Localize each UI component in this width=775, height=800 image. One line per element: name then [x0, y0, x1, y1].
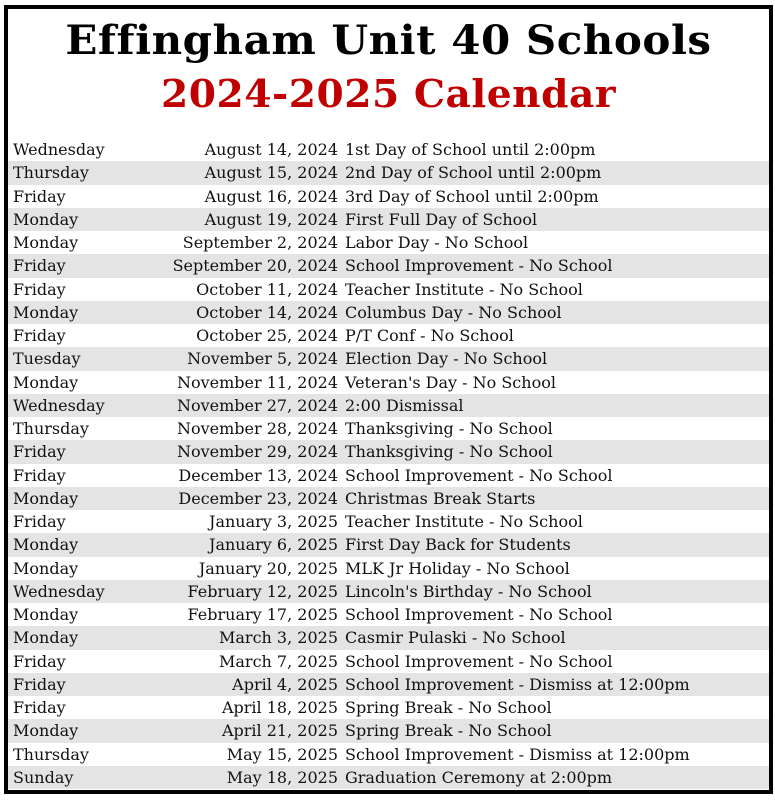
day-cell: Wednesday [13, 395, 105, 415]
day-cell: Thursday [13, 163, 89, 183]
date-cell: November 11, 2024 [176, 372, 338, 392]
date-cell: September 20, 2024 [172, 256, 338, 276]
table-row [8, 208, 769, 231]
day-cell: Thursday [13, 744, 89, 764]
event-cell: Columbus Day - No School [345, 302, 562, 322]
event-cell: First Full Day of School [345, 209, 538, 229]
event-cell: School Improvement - Dismiss at 12:00pm [345, 674, 690, 694]
date-cell: January 3, 2025 [209, 512, 338, 531]
event-cell: P/T Conf - No School [345, 326, 514, 345]
events-table [8, 138, 769, 789]
day-cell: Friday [13, 279, 66, 299]
table-row [8, 138, 769, 161]
event-cell: School Improvement - No School [345, 605, 613, 624]
date-cell: May 18, 2025 [226, 767, 338, 787]
event-cell: Labor Day - No School [345, 233, 529, 252]
date-cell: November 29, 2024 [176, 442, 338, 462]
event-cell: Teacher Institute - No School [345, 512, 583, 531]
event-cell: Spring Break - No School [345, 721, 552, 741]
date-cell: April 4, 2025 [232, 674, 338, 694]
date-cell: December 23, 2024 [178, 488, 338, 508]
event-cell: First Day Back for Students [345, 535, 571, 555]
event-cell: 1st Day of School until 2:00pm [345, 140, 596, 159]
day-cell: Thursday [13, 419, 89, 438]
event-cell: Spring Break - No School [345, 698, 552, 717]
date-cell: October 14, 2024 [196, 302, 338, 322]
table-row [8, 766, 769, 789]
event-cell: School Improvement - No School [345, 465, 613, 485]
day-cell: Tuesday [13, 349, 81, 369]
day-cell: Monday [13, 558, 79, 578]
table-row [8, 301, 769, 324]
date-cell: October 25, 2024 [196, 326, 338, 345]
day-cell: Monday [13, 488, 79, 508]
table-row [8, 743, 769, 766]
day-cell: Friday [13, 256, 66, 276]
event-cell: Teacher Institute - No School [345, 279, 583, 299]
table-row [8, 371, 769, 394]
date-cell: February 12, 2025 [187, 581, 338, 601]
table-row [8, 557, 769, 580]
day-cell: Monday [13, 721, 79, 741]
day-cell: Wednesday [13, 581, 105, 601]
event-cell: Graduation Ceremony at 2:00pm [345, 767, 613, 787]
table-row [8, 347, 769, 370]
event-cell: School Improvement - Dismiss at 12:00pm [345, 744, 690, 764]
date-cell: February 17, 2025 [187, 605, 338, 624]
day-cell: Monday [13, 372, 79, 392]
table-row [8, 673, 769, 696]
day-cell: Friday [13, 326, 66, 345]
event-cell: Election Day - No School [345, 349, 548, 369]
table-row [8, 161, 769, 184]
date-cell: December 13, 2024 [178, 465, 338, 485]
date-cell: March 3, 2025 [219, 628, 338, 648]
table-row [8, 464, 769, 487]
event-cell: Veteran's Day - No School [345, 372, 556, 392]
table-row [8, 603, 769, 626]
day-cell: Monday [13, 628, 79, 648]
date-cell: November 5, 2024 [187, 349, 338, 369]
date-cell: September 2, 2024 [182, 233, 338, 252]
event-cell: Thanksgiving - No School [345, 419, 553, 438]
date-cell: January 20, 2025 [198, 558, 338, 578]
table-row [8, 580, 769, 603]
event-cell: Casmir Pulaski - No School [345, 628, 566, 648]
table-row [8, 278, 769, 301]
table-row [8, 254, 769, 277]
table-row [8, 696, 769, 719]
table-row [8, 231, 769, 254]
day-cell: Friday [13, 698, 66, 717]
calendar-frame [4, 5, 773, 794]
page-title: Effingham Unit 40 Schools [65, 17, 712, 64]
day-cell: Friday [13, 465, 66, 485]
date-cell: May 15, 2025 [226, 744, 338, 764]
day-cell: Monday [13, 605, 79, 624]
event-cell: MLK Jr Holiday - No School [345, 558, 570, 578]
day-cell: Friday [13, 442, 66, 462]
table-row [8, 417, 769, 440]
event-cell: Thanksgiving - No School [345, 442, 553, 462]
table-row [8, 510, 769, 533]
day-cell: Monday [13, 233, 79, 252]
date-cell: April 18, 2025 [221, 698, 338, 717]
date-cell: August 19, 2024 [204, 209, 338, 229]
table-row [8, 440, 769, 463]
day-cell: Friday [13, 512, 66, 531]
page-subtitle: 2024-2025 Calendar [160, 71, 617, 116]
day-cell: Friday [13, 674, 66, 694]
table-row [8, 487, 769, 510]
event-cell: Lincoln's Birthday - No School [345, 581, 592, 601]
event-cell: 2nd Day of School until 2:00pm [345, 163, 602, 183]
day-cell: Sunday [13, 767, 74, 787]
table-row [8, 626, 769, 649]
date-cell: August 16, 2024 [204, 186, 338, 206]
day-cell: Monday [13, 302, 79, 322]
day-cell: Monday [13, 209, 79, 229]
date-cell: November 27, 2024 [176, 395, 338, 415]
event-cell: Christmas Break Starts [345, 488, 536, 508]
date-cell: October 11, 2024 [196, 279, 338, 299]
table-row [8, 185, 769, 208]
day-cell: Friday [13, 186, 66, 206]
table-row [8, 719, 769, 742]
day-cell: Friday [13, 651, 66, 671]
date-cell: January 6, 2025 [209, 535, 338, 555]
event-cell: 2:00 Dismissal [345, 395, 464, 415]
event-cell: School Improvement - No School [345, 256, 613, 276]
event-cell: 3rd Day of School until 2:00pm [345, 186, 599, 206]
date-cell: August 14, 2024 [204, 140, 338, 159]
table-row [8, 650, 769, 673]
day-cell: Wednesday [13, 140, 105, 159]
table-row [8, 324, 769, 347]
table-row [8, 394, 769, 417]
date-cell: March 7, 2025 [219, 651, 338, 671]
date-cell: August 15, 2024 [204, 163, 338, 183]
date-cell: April 21, 2025 [221, 721, 338, 741]
event-cell: School Improvement - No School [345, 651, 613, 671]
day-cell: Monday [13, 535, 79, 555]
table-row [8, 533, 769, 556]
date-cell: November 28, 2024 [176, 419, 338, 438]
